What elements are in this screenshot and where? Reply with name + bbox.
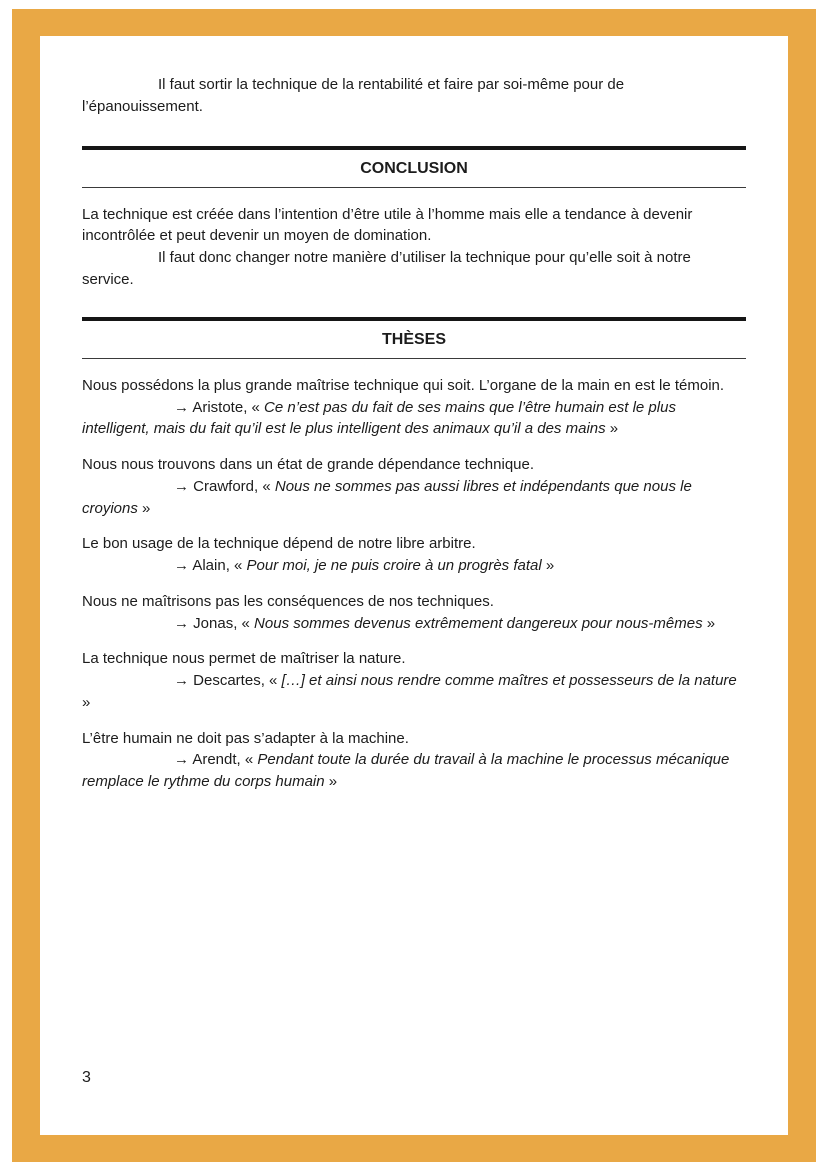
thesis-quote xyxy=(82,670,746,714)
closing-guillemet: » xyxy=(609,420,619,438)
closing-guillemet: » xyxy=(545,557,555,575)
thesis-quote-text: Pendant toute la durée du travail à la machine le processus mécanique remplace le rythme du corps humain xyxy=(82,751,730,791)
thesis-item xyxy=(82,375,746,440)
conclusion-title: CONCLUSION xyxy=(360,159,468,177)
closing-guillemet: » xyxy=(328,773,338,791)
thesis-item xyxy=(82,591,746,635)
thesis-item xyxy=(82,728,746,793)
thesis-claim: Le bon usage de la technique dépend de notre libre arbitre. xyxy=(82,535,476,553)
page-border xyxy=(12,9,816,1162)
page-number: 3 xyxy=(82,1068,91,1086)
thesis-attribution: → Descartes, « xyxy=(174,672,278,690)
thesis-quote-text: […] et ainsi nous rendre comme maîtres et possesseurs de la nature xyxy=(281,672,737,690)
thesis-attribution: → Jonas, « xyxy=(174,614,250,632)
thesis-item xyxy=(82,648,746,713)
thesis-attribution: → Arendt, « xyxy=(174,751,254,769)
thesis-claim: L’être humain ne doit pas s’adapter à la machine. xyxy=(82,729,409,747)
section-theses xyxy=(82,317,746,793)
closing-guillemet: » xyxy=(142,499,151,517)
closing-guillemet: » xyxy=(706,614,716,632)
thesis-item xyxy=(82,454,746,519)
document-page xyxy=(40,36,788,1135)
conclusion-paragraph-2: Il faut donc changer notre manière d’utiliser la technique pour qu’elle soit à notre service. xyxy=(82,249,691,288)
theses-rule-bottom xyxy=(82,358,746,359)
thesis-quote-text: Nous sommes devenus extrêmement dangereux pour nous-mêmes xyxy=(254,614,703,632)
thesis-quote xyxy=(82,749,746,793)
thesis-quote-text: Pour moi, je ne puis croire à un progrès fatal xyxy=(246,557,542,575)
intro-paragraph: Il faut sortir la technique de la rentabilité et faire par soi-même pour de l’épanouissement. xyxy=(82,76,625,115)
thesis-quote-text: Ce n’est pas du fait de ses mains que l’être humain est le plus intelligent, mais du fait qu’il est le plus intelligent des animaux qu’il a des mains xyxy=(82,398,676,438)
conclusion-paragraph-1: La technique est créée dans l’intention d’être utile à l’homme mais elle a tendance à devenir incontrôlée et peut devenir un moyen de domination. xyxy=(82,205,693,245)
thesis-attribution: → Alain, « xyxy=(174,557,243,575)
thesis-quote xyxy=(82,476,746,520)
conclusion-rule-bottom xyxy=(82,187,746,188)
thesis-quote xyxy=(82,613,746,635)
theses-title: THÈSES xyxy=(381,330,446,348)
thesis-quote xyxy=(82,555,746,577)
thesis-quote xyxy=(82,397,746,441)
thesis-claim: Nous ne maîtrisons pas les conséquences de nos techniques. xyxy=(82,592,494,610)
thesis-item xyxy=(82,533,746,577)
thesis-claim: Nous nous trouvons dans un état de grande dépendance technique. xyxy=(82,456,535,474)
thesis-claim: La technique nous permet de maîtriser la nature. xyxy=(82,650,406,668)
section-conclusion xyxy=(82,146,746,291)
thesis-attribution: → Crawford, « xyxy=(174,477,271,495)
thesis-claim: Nous possédons la plus grande maîtrise technique qui soit. L’organe de la main en est le témoin. xyxy=(82,376,725,394)
thesis-quote-text: Nous ne sommes pas aussi libres et indépendants que nous le croyions xyxy=(82,477,692,517)
closing-guillemet: » xyxy=(82,693,91,711)
thesis-attribution: → Aristote, « xyxy=(174,398,260,416)
